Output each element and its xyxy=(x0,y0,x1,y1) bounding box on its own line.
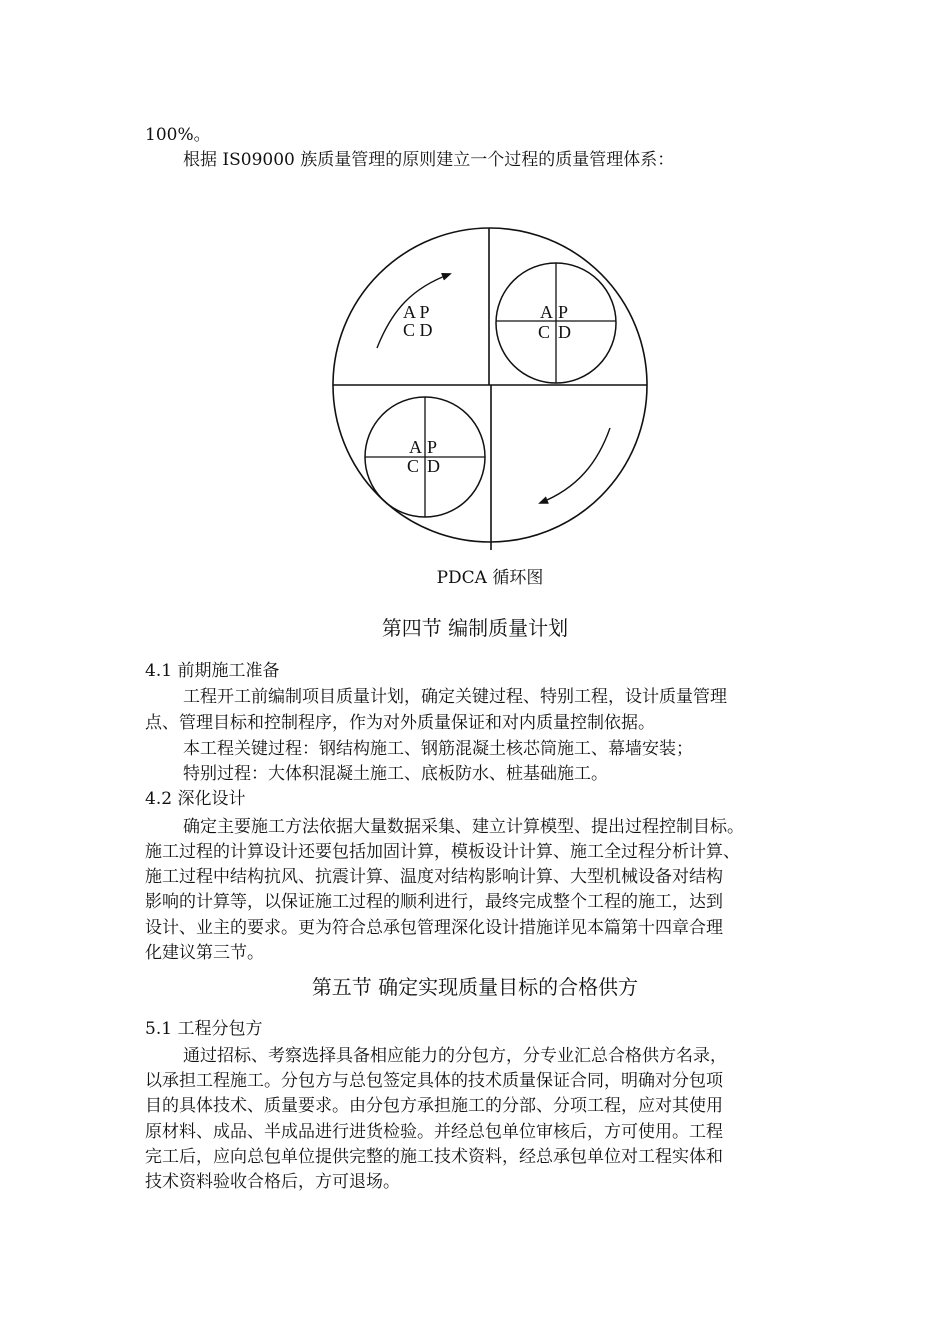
tr-label-d: D xyxy=(558,322,571,342)
tl-label-row2: C D xyxy=(403,320,433,340)
subsection-5-1-title: 5.1 工程分包方 xyxy=(145,1019,263,1039)
paragraph-line: 影响的计算等，以保证施工过程的顺利进行，最终完成整个工程的施工，达到 xyxy=(145,892,723,912)
tr-label-a: A xyxy=(540,302,553,322)
bl-label-p: P xyxy=(427,437,438,457)
paragraph-line: 目的具体技术、质量要求。由分包方承担施工的分部、分项工程，应对其使用 xyxy=(145,1096,723,1116)
paragraph-line: 原材料、成品、半成品进行进货检验。并经总包单位审核后，方可使用。工程 xyxy=(145,1122,723,1142)
paragraph-line: 技术资料验收合格后，方可退场。 xyxy=(145,1172,400,1192)
paragraph-line: 完工后，应向总包单位提供完整的施工技术资料，经总承包单位对工程实体和 xyxy=(145,1147,723,1167)
diagram-caption: PDCA 循环图 xyxy=(436,568,544,588)
paragraph-line: 通过招标、考察选择具备相应能力的分包方，分专业汇总合格供方名录， xyxy=(183,1046,727,1066)
intro-line-1: 100%。 xyxy=(145,125,211,145)
tr-label-p: P xyxy=(558,302,569,322)
pdca-diagram xyxy=(320,225,660,565)
bl-label-d: D xyxy=(427,456,440,476)
paragraph-line: 施工过程的计算设计还要包括加固计算，模板设计计算、施工全过程分析计算、 xyxy=(145,842,740,862)
bl-label-a: A xyxy=(409,437,422,457)
tr-label-c: C xyxy=(538,322,551,342)
subsection-4-1-title: 4.1 前期施工准备 xyxy=(145,661,280,681)
section-4-title: 第四节 编制质量计划 xyxy=(381,616,569,640)
intro-line-2: 根据 IS09000 族质量管理的原则建立一个过程的质量管理体系： xyxy=(183,150,675,170)
paragraph-line: 确定主要施工方法依据大量数据采集、建立计算模型、提出过程控制目标。 xyxy=(183,817,744,837)
rotation-arrow-bottom-right xyxy=(540,428,610,503)
paragraph-line: 设计、业主的要求。更为符合总承包管理深化设计措施详见本篇第十四章合理 xyxy=(145,918,723,938)
paragraph-line: 本工程关键过程：钢结构施工、钢筋混凝土核芯筒施工、幕墙安装； xyxy=(183,739,693,759)
paragraph-line: 点、管理目标和控制程序，作为对外质量保证和对内质量控制依据。 xyxy=(145,713,655,733)
tl-label-row1: A P xyxy=(403,302,430,322)
paragraph-line: 化建议第三节。 xyxy=(145,943,264,963)
paragraph-line: 工程开工前编制项目质量计划，确定关键过程、特别工程，设计质量管理 xyxy=(183,687,727,707)
paragraph-line: 特别过程：大体积混凝土施工、底板防水、桩基础施工。 xyxy=(183,764,608,784)
section-5-title: 第五节 确定实现质量目标的合格供方 xyxy=(311,975,639,999)
bl-label-c: C xyxy=(407,456,420,476)
paragraph-line: 施工过程中结构抗风、抗震计算、温度对结构影响计算、大型机械设备对结构 xyxy=(145,867,723,887)
paragraph-line: 以承担工程施工。分包方与总包签定具体的技术质量保证合同，明确对分包项 xyxy=(145,1071,723,1091)
subsection-4-2-title: 4.2 深化设计 xyxy=(145,789,246,809)
